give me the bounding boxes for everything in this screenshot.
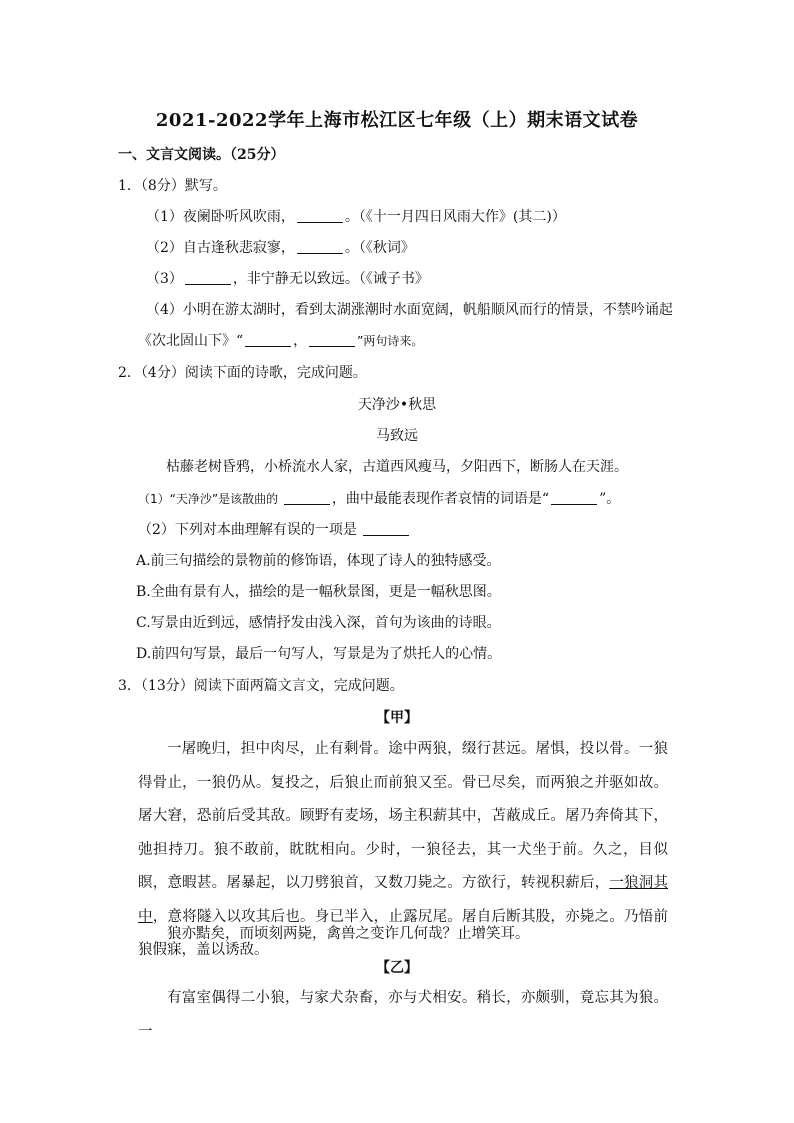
answer-blank[interactable]	[363, 521, 409, 536]
item-text: ，	[293, 333, 308, 349]
item-text: （3）	[146, 271, 183, 287]
question-1-head: 1．（8分）默写。	[118, 178, 227, 194]
answer-blank[interactable]	[284, 490, 330, 505]
option-d[interactable]: D.前四句写景，最后一句写人，写景是为了烘托人的心情。	[136, 646, 502, 662]
passage-jia-paragraph-2: 狼亦黠矣，而顷刻两毙，禽兽之变诈几何哉？止增笑耳。	[167, 926, 530, 942]
option-b[interactable]: B.全曲有景有人，描绘的是一幅秋景图，更是一幅秋思图。	[136, 584, 501, 600]
answer-blank[interactable]	[309, 332, 355, 347]
section-heading: 一、文言文阅读。（25分）	[118, 147, 285, 163]
answer-blank[interactable]	[245, 332, 291, 347]
question-1-item-3	[146, 269, 429, 289]
passage-text: 一屠晚归，担中肉尽，止有剩骨。途中两狼，缀行甚远。屠惧，投以骨。一狼得骨止，一狼仍从。复投之，后狼止而前狼又至。骨已尽矣，而两狼之并驱如故。屠大窘，恐前后受其敌。顾野有麦场，场主积薪其中，苫蔽成丘。屠乃奔倚其下，弛担持刀。狼不敢前，眈眈相向。少时，一狼径去，其一犬坐于前。久之，目似瞑，意暇甚。屠暴起，以刀劈狼首，又数刀毙之。方欲行，转视积薪后，	[138, 741, 668, 891]
question-2-sub-2	[138, 520, 411, 540]
underlined-sentence: 一狼洞其中	[138, 875, 668, 925]
passage-jia-label: 【甲】	[376, 710, 418, 726]
item-text: 《次北固山下》“	[138, 333, 244, 349]
question-1-item-2	[146, 238, 415, 258]
item-text: ”两句诗来。	[357, 334, 424, 348]
passage-text: ，意将隧入以攻其后也。身已半入，止露尻尾。屠自后断其股，亦毙之。乃悟前狼假寐，盖以诱敌。	[138, 908, 669, 958]
question-1-item-1	[146, 207, 566, 227]
question-2-sub-1	[138, 489, 620, 509]
item-text: 。（《十一月四日风雨大作》(其二)）	[344, 209, 566, 225]
page-title: 2021-2022学年上海市松江区七年级（上）期末语文试卷	[155, 110, 639, 131]
poem-title: 天净沙•秋思	[357, 397, 437, 413]
option-a[interactable]: A.前三句描绘的景物前的修饰语，体现了诗人的独特感受。	[136, 553, 501, 569]
item-text: （1）“天净沙”是该散曲的	[138, 492, 282, 506]
question-1-item-4: （4）小明在游太湖时，看到太湖涨潮时水面宽阔，帆船顺风而行的情景，不禁吟诵起	[146, 302, 673, 318]
question-2-head: 2．（4分）阅读下面的诗歌，完成问题。	[118, 365, 367, 381]
item-text: ”。	[599, 491, 621, 507]
answer-blank[interactable]	[297, 208, 343, 223]
question-1-item-4-line-2	[138, 331, 423, 351]
answer-blank[interactable]	[185, 270, 231, 285]
answer-blank[interactable]	[297, 239, 343, 254]
item-text: （2）自古逢秋悲寂寥，	[146, 240, 295, 256]
passage-yi-label: 【乙】	[376, 960, 418, 976]
passage-yi-paragraph-1: 有富室偶得二小狼，与家犬杂畜，亦与犬相安。稍长，亦颇驯，竟忘其为狼。一	[138, 990, 668, 1040]
poem-text: 枯藤老树昏鸦，小桥流水人家，古道西风瘦马，夕阳西下，断肠人在天涯。	[166, 459, 628, 475]
option-c[interactable]: C.写景由近到远，感情抒发由浅入深，首句为该曲的诗眼。	[136, 615, 501, 631]
question-3-head: 3．（13分）阅读下面两篇文言文，完成问题。	[118, 678, 404, 694]
item-text: ，非宁静无以致远。（《诫子书》	[232, 271, 429, 287]
answer-blank[interactable]	[551, 490, 597, 505]
item-text: （2）下列对本曲理解有误的一项是	[138, 522, 362, 538]
item-text: ，曲中最能表现作者哀情的词语是“	[331, 491, 550, 507]
item-text: （1）夜阑卧听风吹雨，	[146, 209, 295, 225]
poem-author: 马致远	[376, 428, 418, 444]
item-text: 。（《秋词》	[344, 240, 415, 256]
